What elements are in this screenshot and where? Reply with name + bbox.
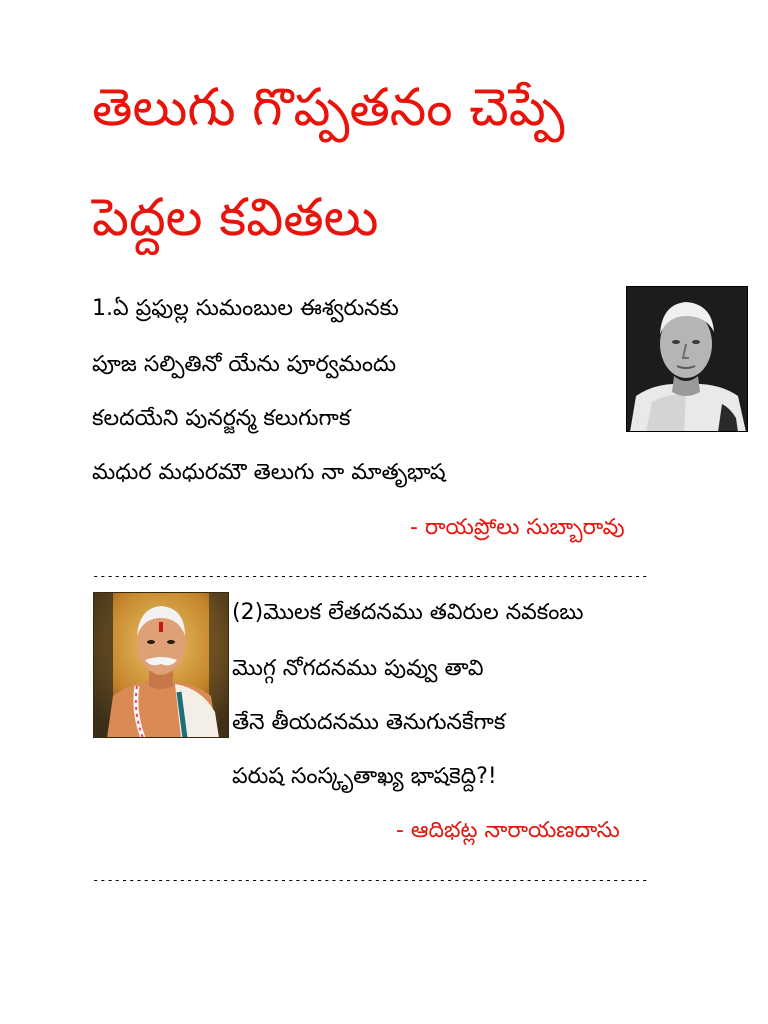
poem1-author: - రాయప్రోలు సుబ్బారావు [410,515,625,540]
page-title-line-2: పెద్దల కవితలు [92,188,379,248]
poem2-line-3: తేనె తీయదనము తెనుగునకేగాక [232,710,506,735]
poem1-line-1: 1.ఏ ప్రఫుల్ల సుమంబుల ఈశ్వరునకు [92,296,399,321]
separator-line-2: ----------------------------------------------------------------------------- [92,874,649,886]
poem1-line-4: మధుర మధురమౌ తెలుగు నా మాతృభాష [92,460,446,485]
poem2-line-4: పరుష సంస్కృతాఖ్య భాషకెద్ది?! [232,764,497,789]
portrait-rayaprolu-image [626,286,748,432]
separator-line-1: ----------------------------------------------------------------------------- [92,570,649,582]
poem2-line-2: మొగ్గ నోగదనము పువ్వు తావి [232,656,484,681]
poem2-line-1: (2)మొలక లేతదనము తవిరుల నవకంబు [232,600,584,625]
poem1-line-3: కలదయేని పునర్జన్మ కలుగుగాక [92,406,351,431]
poem1-line-2: పూజ సల్పితినో యేను పూర్వమందు [92,352,397,377]
page-title-line-1: తెలుగు గొప్పతనం చెప్పే [92,78,565,138]
portrait-adibhatla-image [93,592,229,738]
poem2-author: - ఆదిభట్ల నారాయణదాసు [396,818,620,843]
